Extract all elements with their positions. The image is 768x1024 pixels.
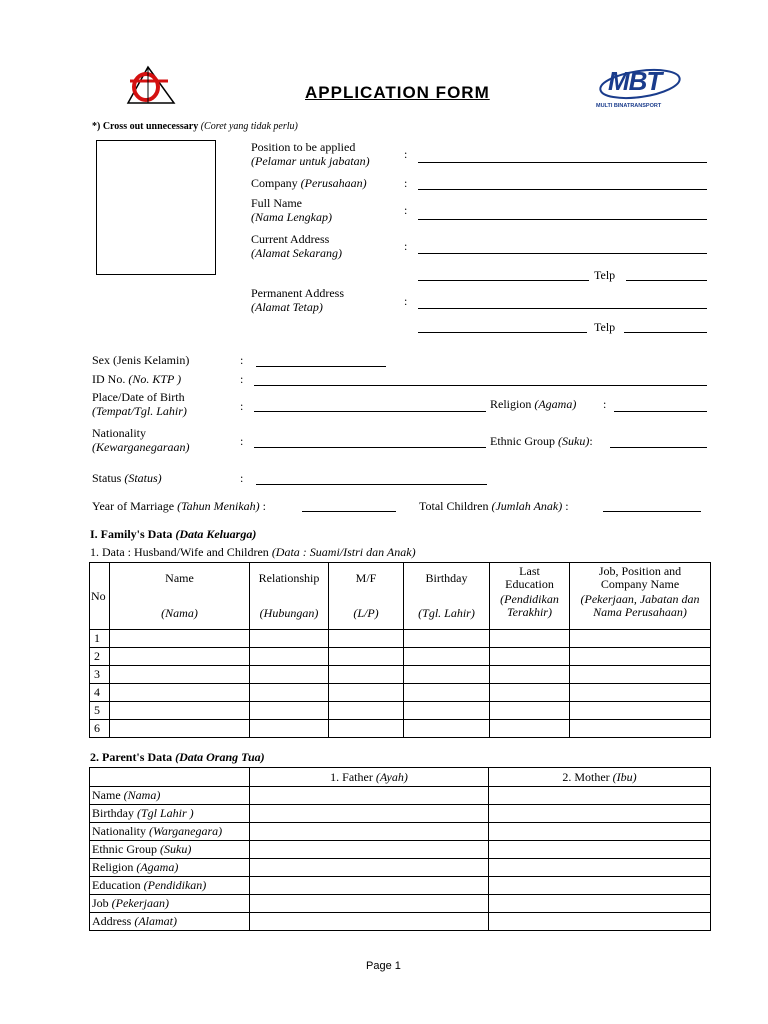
birth-label — [92, 390, 187, 418]
religion-label-id: (Agama) — [534, 397, 577, 411]
family-header-row — [90, 563, 711, 630]
col-edu-id1: (Pendidikan — [500, 592, 559, 606]
ethnic-label — [490, 434, 593, 449]
col-relationship — [250, 563, 329, 630]
table-cell[interactable] — [404, 666, 490, 684]
ethnic-label-en: Ethnic Group — [490, 434, 555, 448]
row-label-en: Nationality — [92, 824, 146, 838]
family-section-title — [90, 527, 256, 542]
table-row — [90, 877, 711, 895]
table-cell[interactable] — [490, 630, 570, 648]
table-cell[interactable] — [404, 720, 490, 738]
photo-box[interactable] — [96, 140, 216, 275]
table-cell[interactable] — [489, 805, 711, 823]
row-label-en: Ethnic Group — [92, 842, 157, 856]
colon: : — [404, 203, 408, 217]
row-number: 4 — [90, 684, 110, 702]
col-name-id: (Nama) — [161, 606, 198, 620]
permanent-address-input[interactable] — [418, 308, 707, 309]
row-label — [90, 841, 250, 859]
row-label — [90, 823, 250, 841]
company-label-en: Company — [251, 176, 298, 190]
current-address-label — [251, 232, 342, 260]
col-edu-id2: Terakhir) — [507, 605, 552, 619]
table-cell[interactable] — [570, 648, 711, 666]
col-birth-id: (Tgl. Lahir) — [418, 606, 475, 620]
id-label-en: ID No. — [92, 372, 126, 386]
note-italic: (Coret yang tidak perlu) — [200, 121, 298, 132]
col-job — [570, 563, 711, 630]
fullname-label — [251, 196, 332, 224]
colon: : — [240, 434, 244, 448]
table-row — [90, 630, 711, 648]
row-label — [90, 787, 250, 805]
table-row — [90, 805, 711, 823]
marriage-label-id: (Tahun Menikah) — [177, 499, 260, 513]
table-cell[interactable] — [110, 720, 250, 738]
id-label — [92, 372, 181, 387]
table-cell[interactable] — [489, 823, 711, 841]
colon: : — [262, 499, 266, 513]
permanent-telp-label: Telp — [594, 320, 616, 334]
row-label-en: Name — [92, 788, 121, 802]
table-cell[interactable] — [489, 859, 711, 877]
fullname-label-en: Full Name — [251, 196, 302, 210]
nationality-label-en: Nationality — [92, 426, 146, 440]
row-label — [90, 859, 250, 877]
table-cell[interactable] — [250, 913, 489, 931]
table-cell[interactable] — [489, 787, 711, 805]
parents-table — [89, 767, 711, 931]
table-cell[interactable] — [329, 648, 404, 666]
table-cell[interactable] — [490, 702, 570, 720]
table-row — [90, 859, 711, 877]
parents-header-empty — [90, 768, 250, 787]
id-label-id: (No. KTP ) — [128, 372, 182, 386]
ethnic-label-id: (Suku) — [558, 434, 590, 448]
birth-label-id: (Tempat/Tgl. Lahir) — [92, 404, 187, 418]
row-label — [90, 913, 250, 931]
status-label-id: (Status) — [124, 471, 162, 485]
current-telp-input[interactable] — [626, 280, 707, 281]
table-cell[interactable] — [570, 666, 711, 684]
table-row — [90, 684, 711, 702]
parents-section-title-id: (Data Orang Tua) — [175, 750, 265, 764]
table-row — [90, 895, 711, 913]
table-cell[interactable] — [329, 630, 404, 648]
table-cell[interactable] — [250, 859, 489, 877]
colon: : — [404, 294, 408, 308]
children-label-en: Total Children — [419, 499, 489, 513]
row-label-en: Birthday — [92, 806, 134, 820]
note-bold: *) Cross out unnecessary — [92, 121, 199, 132]
table-cell[interactable] — [250, 823, 489, 841]
mbt-logo-text: MBT — [608, 66, 662, 96]
col-rel-id: (Hubungan) — [259, 606, 319, 620]
table-row — [90, 913, 711, 931]
row-number: 3 — [90, 666, 110, 684]
row-label — [90, 805, 250, 823]
col-job-id2: Nama Perusahaan) — [593, 605, 687, 619]
position-label — [251, 140, 370, 168]
status-label-en: Status — [92, 471, 122, 485]
col-job-en1: Job, Position and — [598, 564, 682, 578]
sex-label: Sex (Jenis Kelamin) — [92, 353, 190, 367]
religion-label — [490, 397, 576, 412]
table-cell[interactable] — [250, 630, 329, 648]
table-cell[interactable] — [110, 630, 250, 648]
birth-label-en: Place/Date of Birth — [92, 390, 185, 404]
col-mother-id: (Ibu) — [612, 769, 637, 784]
colon: : — [589, 434, 593, 448]
nationality-label-id: (Kewarganegaraan) — [92, 440, 190, 454]
table-row — [90, 666, 711, 684]
table-cell[interactable] — [250, 805, 489, 823]
table-cell[interactable] — [490, 666, 570, 684]
marriage-label-en: Year of Marriage — [92, 499, 175, 513]
permanent-address-label — [251, 286, 344, 314]
table-row — [90, 720, 711, 738]
children-input[interactable] — [603, 511, 701, 512]
col-mother — [489, 768, 711, 787]
col-job-en2: Company Name — [600, 577, 680, 591]
col-father-en: 1. Father — [330, 769, 373, 784]
colon: : — [240, 471, 244, 485]
parents-rows — [90, 787, 711, 931]
company-label-id: (Perusahaan) — [300, 176, 367, 190]
fullname-input[interactable] — [418, 219, 707, 220]
table-cell[interactable] — [489, 877, 711, 895]
table-cell[interactable] — [490, 684, 570, 702]
family-rows — [90, 630, 711, 738]
table-cell[interactable] — [570, 684, 711, 702]
children-label-id: (Jumlah Anak) — [491, 499, 563, 513]
family-subtitle-id: (Data : Suami/Istri dan Anak) — [271, 545, 416, 559]
sex-input[interactable] — [256, 366, 386, 367]
company-label — [251, 176, 367, 191]
permanent-address-input-2[interactable] — [418, 332, 587, 333]
table-cell[interactable] — [404, 702, 490, 720]
row-number: 5 — [90, 702, 110, 720]
document-title: APPLICATION FORM — [305, 83, 490, 102]
table-row — [90, 702, 711, 720]
table-cell[interactable] — [329, 720, 404, 738]
col-father — [250, 768, 489, 787]
table-cell[interactable] — [250, 648, 329, 666]
col-edu-en2: Education — [505, 577, 554, 591]
current-address-label-en: Current Address — [251, 232, 330, 246]
table-cell[interactable] — [250, 895, 489, 913]
row-label-en: Job — [92, 896, 109, 910]
row-label-en: Religion — [92, 860, 134, 874]
current-address-label-id: (Alamat Sekarang) — [251, 246, 342, 260]
col-mf-en: M/F — [355, 571, 377, 585]
children-label — [419, 499, 569, 514]
family-subtitle — [90, 545, 416, 560]
table-cell[interactable] — [250, 787, 489, 805]
table-cell[interactable] — [490, 720, 570, 738]
position-input[interactable] — [418, 162, 707, 163]
row-label-id: (Alamat) — [134, 914, 177, 928]
colon: : — [404, 176, 408, 190]
row-number: 2 — [90, 648, 110, 666]
table-cell[interactable] — [110, 648, 250, 666]
table-cell[interactable] — [250, 877, 489, 895]
row-label-id: (Warganegara) — [149, 824, 223, 838]
position-label-en: Position to be applied — [251, 140, 356, 154]
col-job-id1: (Pekerjaan, Jabatan dan — [580, 592, 700, 606]
cross-out-note — [92, 121, 298, 132]
marriage-label — [92, 499, 266, 514]
table-cell[interactable] — [570, 630, 711, 648]
col-edu-en1: Last — [519, 564, 540, 578]
status-label — [92, 471, 162, 486]
current-address-input-2[interactable] — [418, 280, 589, 281]
row-label-id: (Agama) — [136, 860, 179, 874]
id-input[interactable] — [254, 385, 707, 386]
table-cell[interactable] — [489, 913, 711, 931]
marriage-input[interactable] — [302, 511, 396, 512]
family-section-title-en: I. Family's Data — [90, 527, 173, 541]
table-cell[interactable] — [404, 630, 490, 648]
col-birth-en: Birthday — [425, 571, 468, 585]
religion-label-en: Religion — [490, 397, 532, 411]
current-address-input[interactable] — [418, 253, 707, 254]
row-label — [90, 895, 250, 913]
fullname-label-id: (Nama Lengkap) — [251, 210, 332, 224]
col-rel-en: Relationship — [258, 571, 320, 585]
col-education — [490, 563, 570, 630]
colon: : — [240, 353, 244, 367]
parents-section-title-en: 2. Parent's Data — [90, 750, 173, 764]
nationality-input[interactable] — [254, 447, 486, 448]
row-label — [90, 877, 250, 895]
colon: : — [404, 239, 408, 253]
company-logo-left — [124, 63, 180, 107]
colon: : — [603, 397, 607, 411]
parents-header-row — [90, 768, 711, 787]
table-cell[interactable] — [570, 720, 711, 738]
col-father-id: (Ayah) — [375, 769, 408, 784]
table-cell[interactable] — [110, 684, 250, 702]
table-cell[interactable] — [110, 702, 250, 720]
colon: : — [240, 372, 244, 386]
col-birthday — [404, 563, 490, 630]
col-mf — [329, 563, 404, 630]
mbt-logo — [594, 64, 684, 114]
colon: : — [404, 147, 408, 161]
table-cell[interactable] — [329, 684, 404, 702]
parents-section-title — [90, 750, 265, 765]
table-row — [90, 823, 711, 841]
family-table — [89, 562, 711, 738]
table-cell[interactable] — [404, 648, 490, 666]
permanent-address-label-en: Permanent Address — [251, 286, 344, 300]
status-input[interactable] — [256, 484, 487, 485]
table-row — [90, 648, 711, 666]
table-cell[interactable] — [404, 684, 490, 702]
table-cell[interactable] — [250, 666, 329, 684]
col-mother-en: 2. Mother — [562, 769, 610, 784]
table-cell[interactable] — [329, 702, 404, 720]
table-cell[interactable] — [490, 648, 570, 666]
row-label-id: (Nama) — [123, 788, 161, 802]
row-label-id: (Pekerjaan) — [111, 896, 169, 910]
table-cell[interactable] — [489, 841, 711, 859]
table-cell[interactable] — [329, 666, 404, 684]
nationality-label — [92, 426, 190, 454]
col-mf-id: (L/P) — [353, 606, 379, 620]
table-cell[interactable] — [250, 720, 329, 738]
permanent-telp-input[interactable] — [624, 332, 707, 333]
colon: : — [565, 499, 569, 513]
table-cell[interactable] — [250, 841, 489, 859]
table-cell[interactable] — [250, 684, 329, 702]
col-no: No — [90, 563, 110, 630]
permanent-address-label-id: (Alamat Tetap) — [251, 300, 323, 314]
table-row — [90, 841, 711, 859]
col-name-en: Name — [165, 571, 194, 585]
family-section-title-id: (Data Keluarga) — [175, 527, 257, 541]
company-input[interactable] — [418, 189, 707, 190]
row-number: 6 — [90, 720, 110, 738]
ethnic-input[interactable] — [610, 447, 707, 448]
current-telp-label: Telp — [594, 268, 616, 282]
row-number: 1 — [90, 630, 110, 648]
row-label-id: (Suku) — [160, 842, 192, 856]
table-cell[interactable] — [489, 895, 711, 913]
col-name — [110, 563, 250, 630]
religion-input[interactable] — [614, 411, 707, 412]
row-label-en: Address — [92, 914, 132, 928]
position-label-id: (Pelamar untuk jabatan) — [251, 154, 370, 168]
row-label-en: Education — [92, 878, 141, 892]
table-cell[interactable] — [570, 702, 711, 720]
row-label-id: (Tgl Lahir ) — [137, 806, 194, 820]
mbt-logo-subtext: MULTI BINATRANSPORT — [596, 103, 662, 109]
family-subtitle-en: 1. Data : Husband/Wife and Children — [90, 545, 269, 559]
table-row — [90, 787, 711, 805]
page-number: Page 1 — [366, 960, 401, 972]
table-cell[interactable] — [110, 666, 250, 684]
colon: : — [240, 399, 244, 413]
birth-input[interactable] — [254, 411, 486, 412]
table-cell[interactable] — [250, 702, 329, 720]
row-label-id: (Pendidikan) — [143, 878, 207, 892]
